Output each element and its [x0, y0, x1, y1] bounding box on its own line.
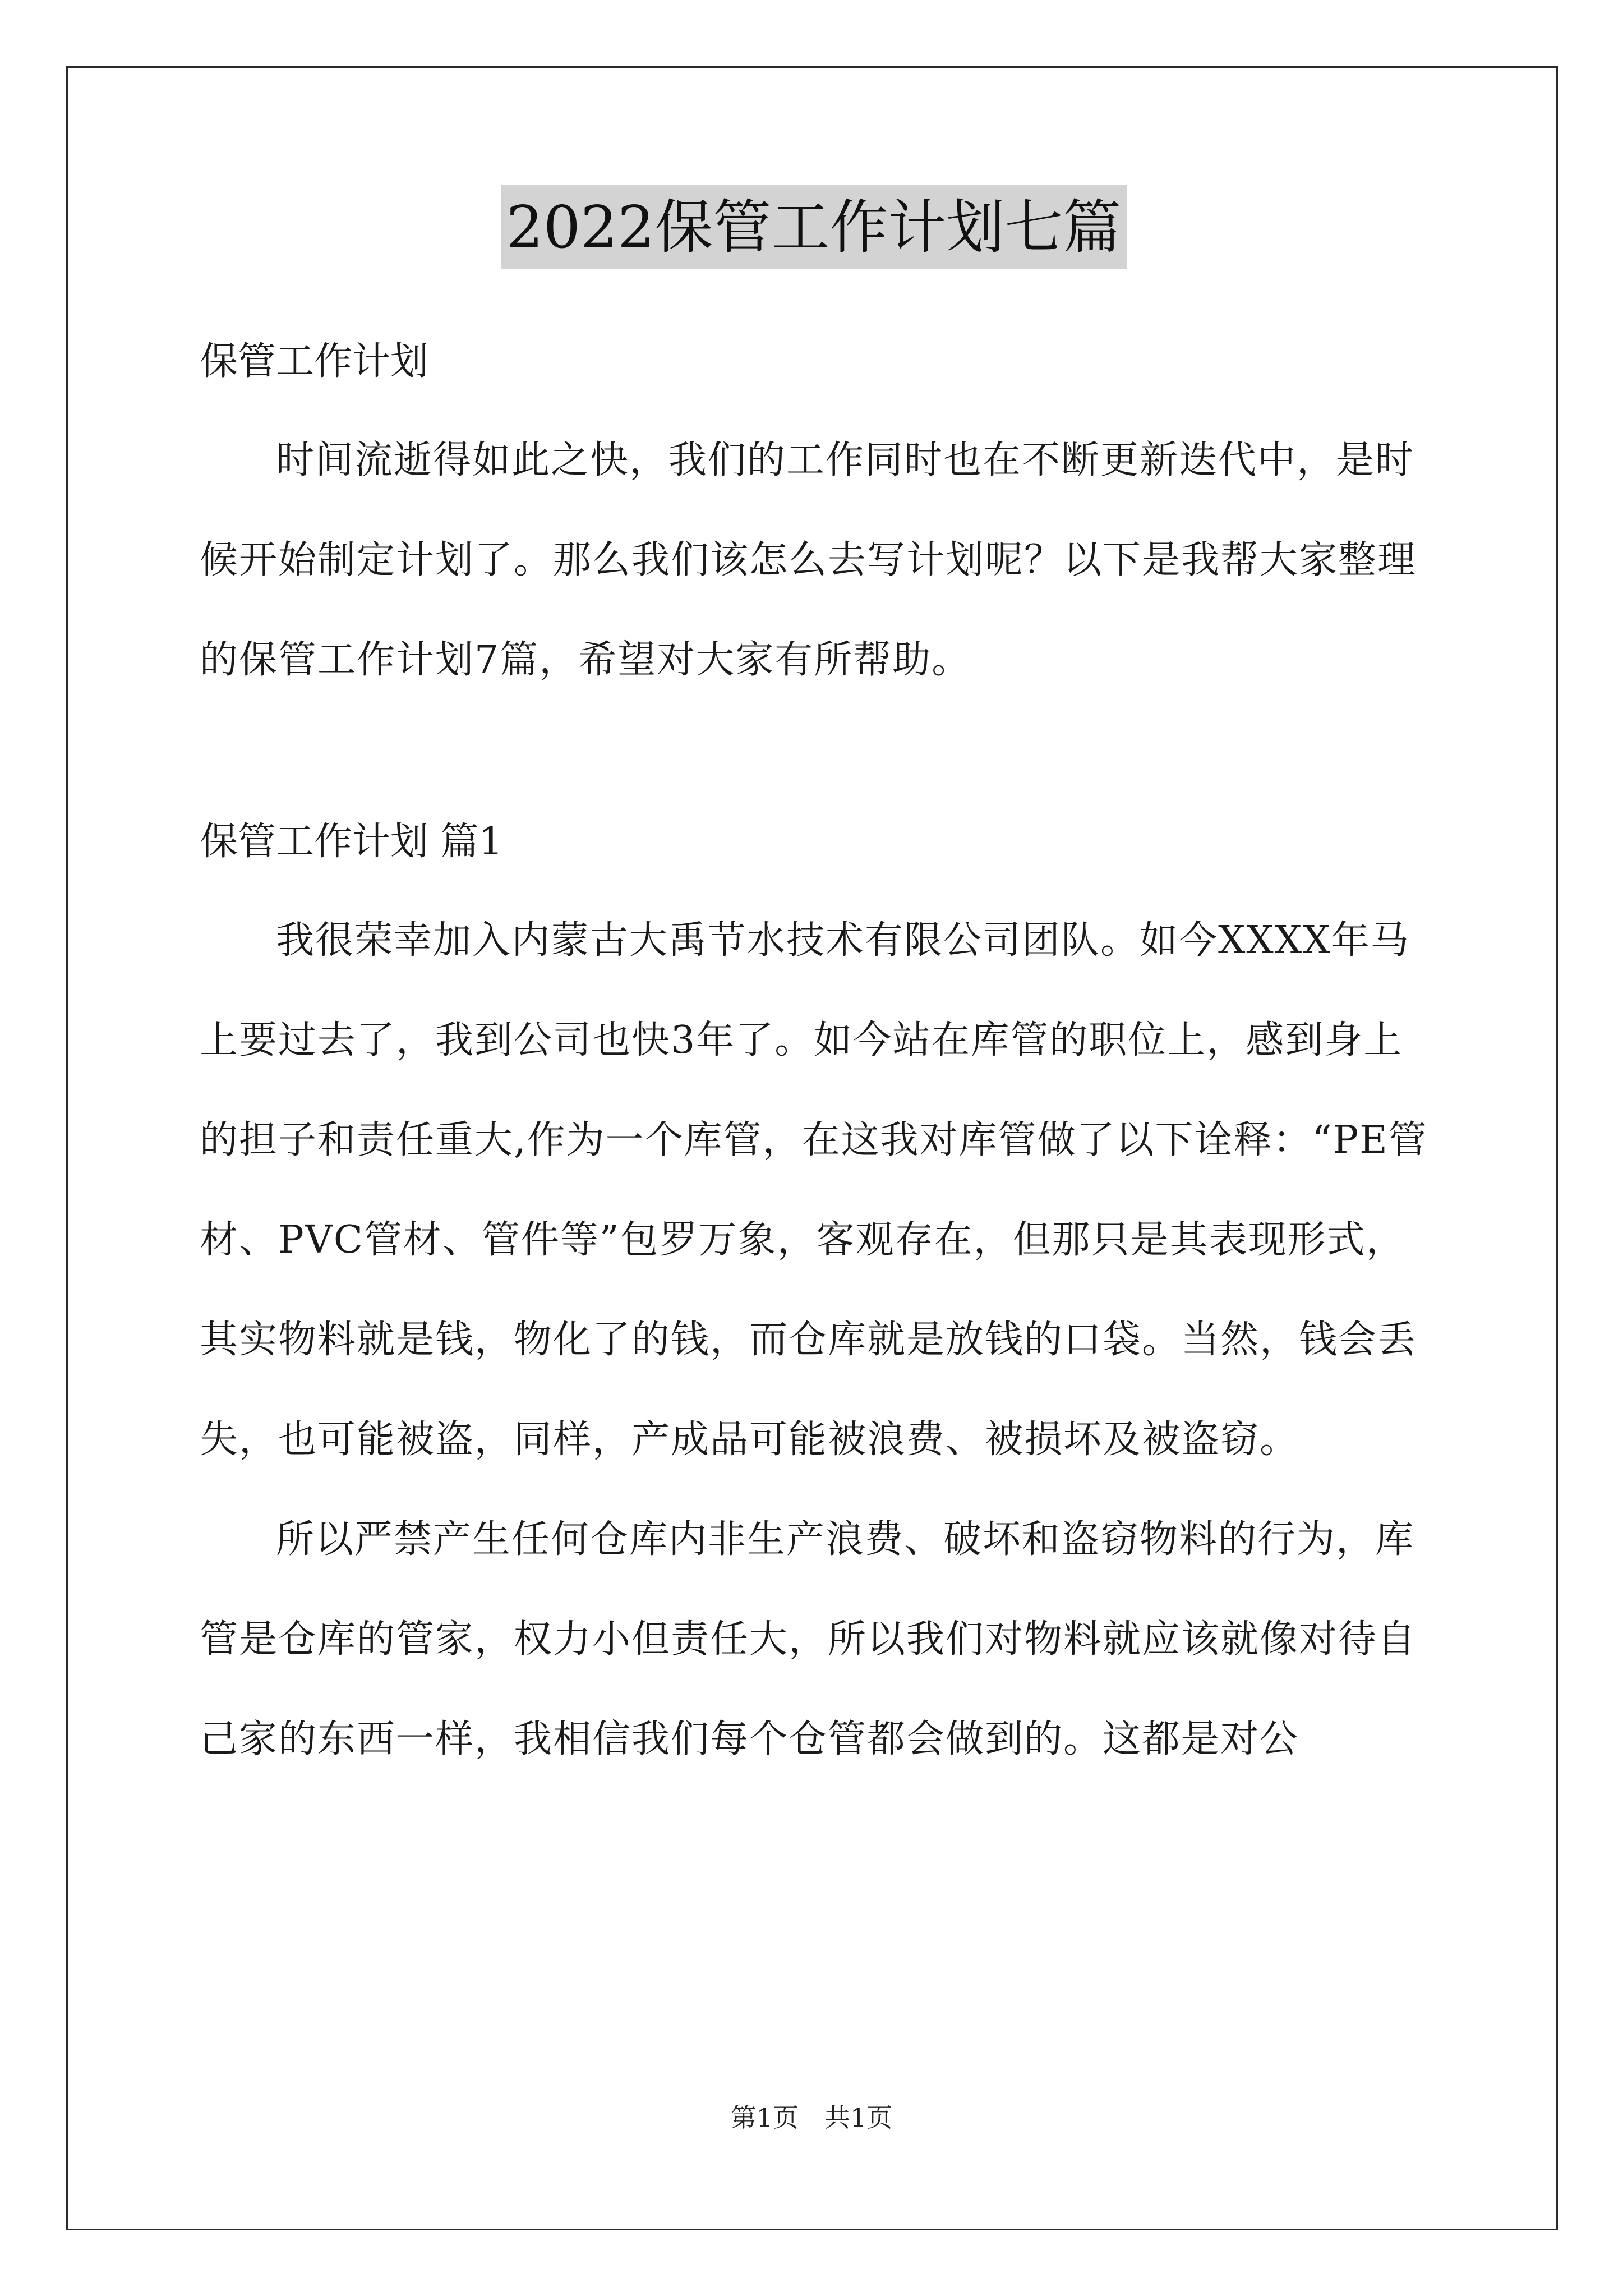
section-gap: [200, 710, 1428, 817]
page-footer: 第1页 共1页: [730, 2102, 893, 2133]
section1-paragraph-2: 所以严禁产生任何仓库内非生产浪费、破坏和盗窃物料的行为，库管是仓库的管家，权力小但责任大，所以我们对物料就应该就像对待自己家的东西一样，我相信我们每个仓管都会做到的。这都是对公: [200, 1517, 1417, 1761]
title-wrap: [200, 185, 1428, 269]
intro-paragraph: 时间流逝得如此之快，我们的工作同时也在不断更新迭代中，是时候开始制定计划了。那么我们该怎么去写计划呢？以下是我帮大家整理的保管工作计划7篇，希望对大家有所帮助。: [200, 438, 1417, 682]
document-title: 2022保管工作计划七篇: [501, 185, 1127, 269]
intro-heading: 保管工作计划: [200, 339, 429, 384]
section1-heading: 保管工作计划 篇1: [200, 820, 503, 864]
document-body: [200, 185, 1428, 1789]
section1-paragraph-1: 我很荣幸加入内蒙古大禹节水技术有限公司团队。如今XXXX年马上要过去了，我到公司也快3年了。如今站在库管的职位上，感到身上的担子和责任重大,作为一个库管，在这我对库管做了以下诠释：“PE管材、PVC管材、管件等”包罗万象，客观存在，但那只是其表现形式，其实物料就是钱，物化了的钱，而仓库就是放钱的口袋。当然，钱会丢失，也可能被盗，同样，产成品可能被浪费、被损坏及被盗窃。: [200, 918, 1428, 1462]
